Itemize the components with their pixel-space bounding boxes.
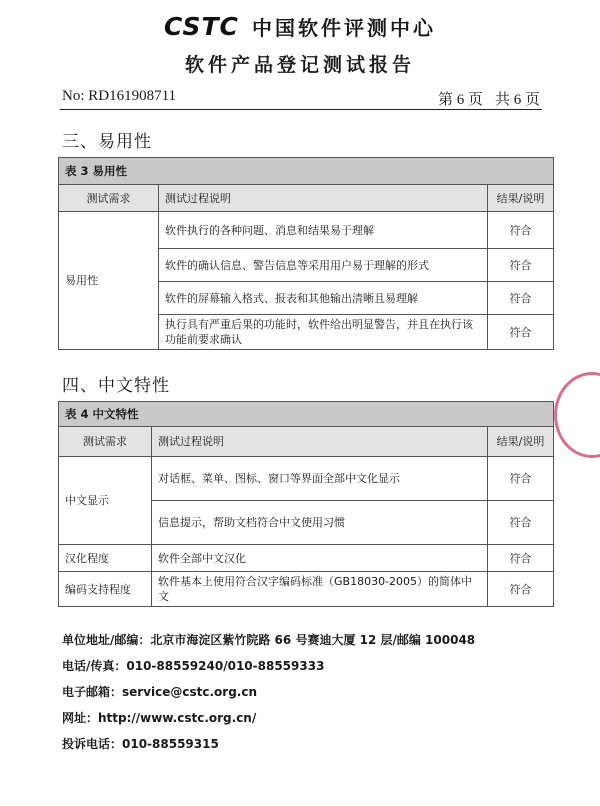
result-cell: 符合 — [488, 315, 554, 350]
column-header: 测试过程说明 — [159, 185, 488, 212]
header-divider — [60, 109, 542, 110]
page-current: 第 6 页 — [437, 92, 483, 108]
column-header: 结果/说明 — [488, 185, 554, 212]
description-cell: 软件全部中文汉化 — [152, 545, 488, 572]
page-indicator — [426, 88, 540, 109]
result-cell: 符合 — [488, 282, 554, 315]
requirement-cell: 编码支持程度 — [59, 572, 152, 607]
usability-table — [58, 157, 554, 350]
column-header: 结果/说明 — [488, 427, 554, 457]
result-cell: 符合 — [488, 572, 554, 607]
description-cell: 软件的确认信息、警告信息等采用用户易于理解的形式 — [159, 249, 488, 282]
column-header: 测试过程说明 — [152, 427, 488, 457]
description-cell: 软件执行的各种问题、消息和结果易于理解 — [159, 212, 488, 249]
section-3-title: 三、易用性 — [62, 132, 152, 152]
footer-complaint-phone: 投诉电话：010-88559315 — [62, 737, 219, 751]
description-cell: 执行具有严重后果的功能时，软件给出明显警告，并且在执行该功能前要求确认 — [159, 315, 488, 350]
footer-website: 网址：http://www.cstc.org.cn/ — [62, 711, 257, 725]
footer-phone: 电话/传真：010-88559240/010-88559333 — [62, 659, 325, 673]
requirement-cell: 易用性 — [59, 212, 159, 350]
result-cell: 符合 — [488, 212, 554, 249]
result-cell: 符合 — [488, 249, 554, 282]
footer-email: 电子邮箱：service@cstc.org.cn — [62, 685, 258, 699]
cstc-logo: CSTC — [164, 12, 239, 41]
table-caption: 表 3 易用性 — [59, 158, 554, 185]
result-cell: 符合 — [488, 501, 554, 545]
table-caption: 表 4 中文特性 — [59, 402, 554, 427]
column-header: 测试需求 — [59, 427, 152, 457]
page-total: 共 6 页 — [494, 92, 540, 108]
description-cell: 软件基本上使用符合汉字编码标准（GB18030-2005）的简体中文 — [152, 572, 488, 607]
requirement-cell: 中文显示 — [59, 457, 152, 545]
organization-name: 中国软件评测中心 — [251, 16, 436, 40]
section-4-title: 四、中文特性 — [62, 376, 170, 396]
description-cell: 信息提示，帮助文档符合中文使用习惯 — [152, 501, 488, 545]
report-meta — [62, 88, 540, 110]
result-cell: 符合 — [488, 457, 554, 501]
letterhead — [0, 12, 600, 41]
report-number: No: RD161908711 — [62, 88, 177, 104]
column-header: 测试需求 — [59, 185, 159, 212]
seal-stamp — [554, 372, 600, 458]
chinese-feature-table — [58, 401, 554, 607]
requirement-cell: 汉化程度 — [59, 545, 152, 572]
description-cell: 对话框、菜单、图标、窗口等界面全部中文化显示 — [152, 457, 488, 501]
footer-address: 单位地址/邮编：北京市海淀区紫竹院路 66 号赛迪大厦 12 层/邮编 100048 — [62, 633, 476, 647]
result-cell: 符合 — [488, 545, 554, 572]
report-title: 软件产品登记测试报告 — [184, 54, 415, 76]
description-cell: 软件的屏幕输入格式、报表和其他输出清晰且易理解 — [159, 282, 488, 315]
